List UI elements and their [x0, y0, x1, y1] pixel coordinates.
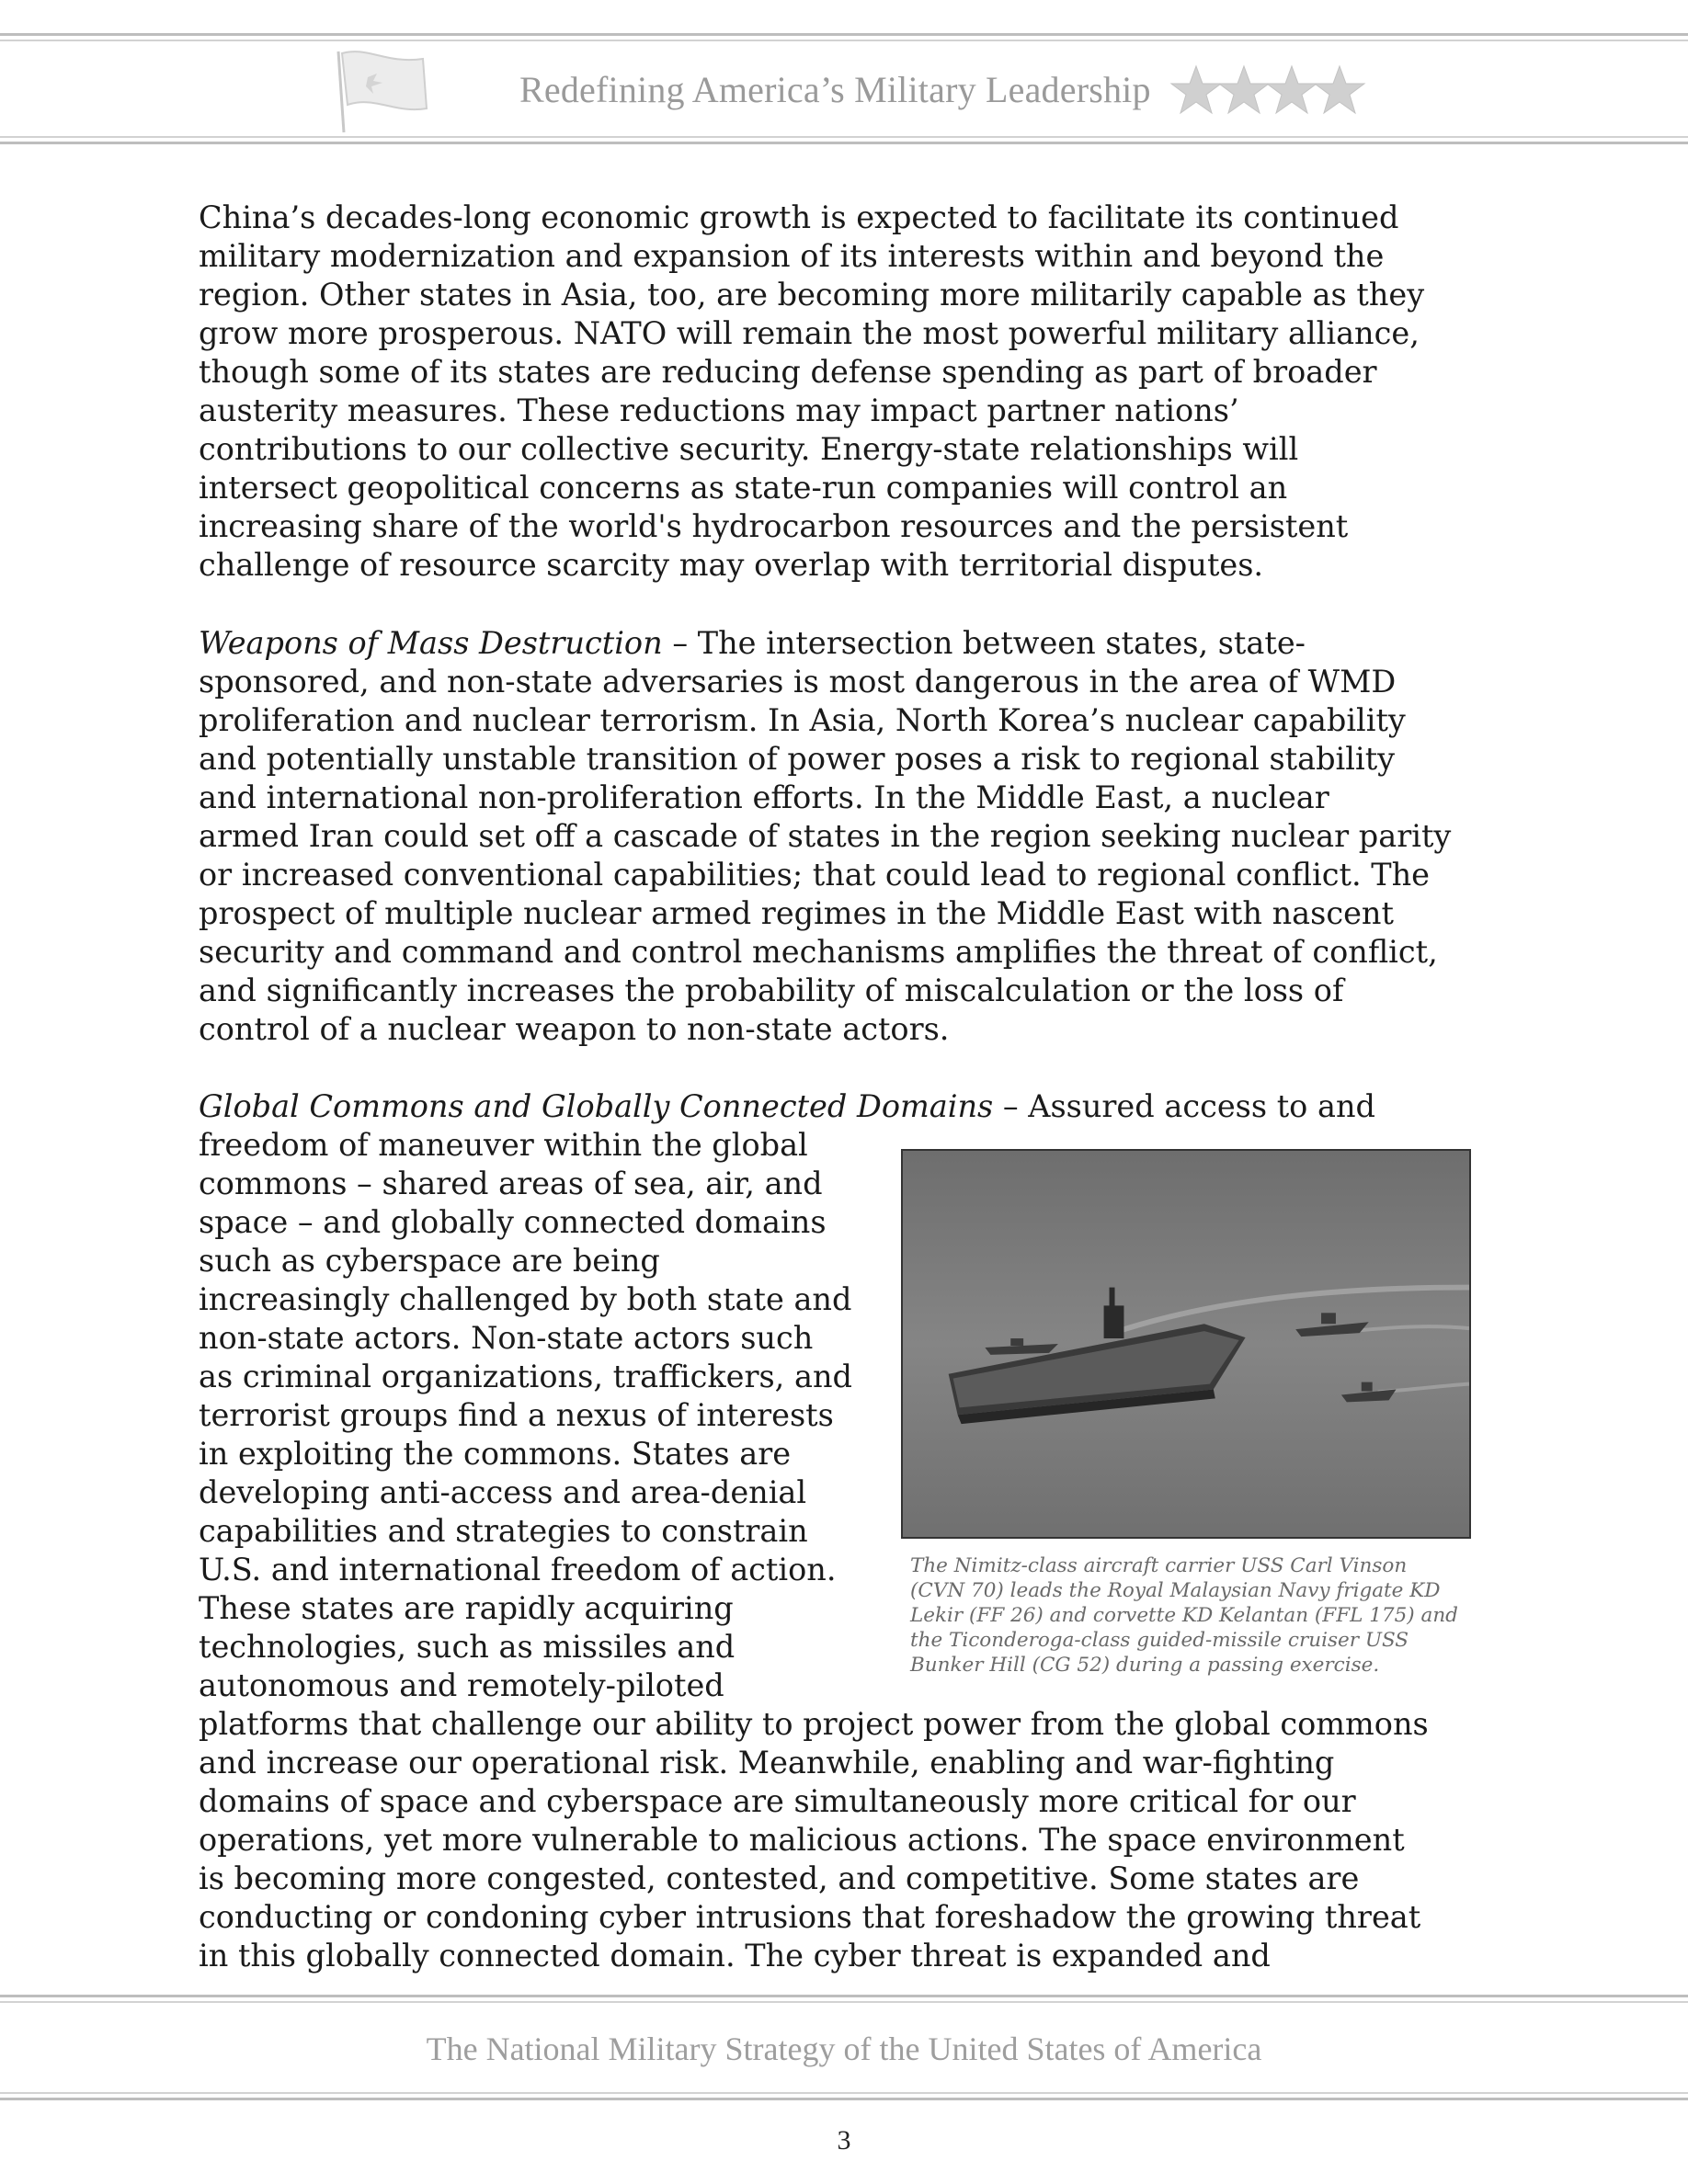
paragraph-first-line-rest: – Assured access to and	[993, 1088, 1375, 1124]
header-title: Redefining America’s Military Leadership	[519, 69, 1151, 110]
text-line: challenge of resource scarcity may overlap with territorial disputes.	[199, 547, 1264, 583]
text-line: domains of space and cyberspace are simultaneously more critical for our	[199, 1783, 1356, 1819]
text-line: though some of its states are reducing defense spending as part of broader	[199, 354, 1377, 390]
text-line: The Nimitz-class aircraft carrier USS Carl Vinson	[910, 1554, 1408, 1577]
text-line: These states are rapidly acquiring	[199, 1590, 734, 1626]
text-line: China’s decades-long economic growth is expected to facilitate its continued	[199, 199, 1399, 235]
text-line: developing anti-access and area-denial	[199, 1474, 807, 1510]
footer-rule-top	[0, 1995, 1688, 2007]
text-line: control of a nuclear weapon to non-state actors.	[199, 1011, 950, 1047]
paragraph-china	[199, 199, 1504, 585]
ship-photo	[901, 1149, 1471, 1539]
text-line: conducting or condoning cyber intrusions that foreshadow the growing threat	[199, 1899, 1421, 1935]
paragraph-first-line	[199, 624, 1504, 663]
text-line: austerity measures. These reductions may impact partner nations’	[199, 392, 1239, 428]
text-line: contributions to our collective security. Energy-state relationships will	[199, 431, 1299, 467]
text-line: prospect of multiple nuclear armed regimes in the Middle East with nascent	[199, 895, 1394, 931]
text-line: increasingly challenged by both state and	[199, 1281, 852, 1317]
text-line: operations, yet more vulnerable to malicious actions. The space environment	[199, 1822, 1405, 1858]
photo-caption	[910, 1553, 1489, 1678]
text-line: in exploiting the commons. States are	[199, 1436, 792, 1472]
text-line: capabilities and strategies to constrain	[199, 1513, 808, 1549]
header-rule-bottom	[0, 136, 1688, 148]
text-line: Lekir (FF 26) and corvette KD Kelantan (FFL 175) and	[910, 1604, 1458, 1627]
text-line: commons – shared areas of sea, air, and	[199, 1166, 823, 1201]
text-line: proliferation and nuclear terrorism. In Asia, North Korea’s nuclear capability	[199, 702, 1406, 738]
star-icon	[1265, 64, 1318, 116]
text-line: or increased conventional capabilities; that could lead to regional conflict. The	[199, 857, 1430, 893]
paragraph-wmd	[199, 624, 1504, 1049]
flag-emblem-icon	[331, 44, 432, 136]
footer-rule-bottom	[0, 2092, 1688, 2104]
section-heading-wmd: Weapons of Mass Destruction	[199, 625, 663, 661]
paragraph-first-line-rest: – The intersection between states, state-	[662, 625, 1306, 661]
text-line: technologies, such as missiles and	[199, 1629, 736, 1665]
text-line: and significantly increases the probability of miscalculation or the loss of	[199, 973, 1344, 1008]
text-line: non-state actors. Non-state actors such	[199, 1320, 814, 1356]
text-line: freedom of maneuver within the global	[199, 1127, 808, 1163]
text-line: intersect geopolitical concerns as state-run companies will control an	[199, 470, 1288, 506]
text-line: Bunker Hill (CG 52) during a passing exercise.	[910, 1654, 1380, 1677]
star-icon	[1313, 64, 1366, 116]
text-line: military modernization and expansion of its interests within and beyond the	[199, 238, 1385, 274]
header-rule-top	[0, 33, 1688, 45]
text-line: is becoming more congested, contested, and competitive. Some states are	[199, 1860, 1360, 1896]
page-number: 3	[837, 2125, 851, 2156]
text-line: U.S. and international freedom of action.	[199, 1552, 837, 1587]
text-line: and potentially unstable transition of power poses a risk to regional stability	[199, 741, 1396, 777]
text-line: the Ticonderoga-class guided-missile cruiser USS	[910, 1629, 1409, 1652]
text-line: as criminal organizations, traffickers, and	[199, 1359, 852, 1394]
text-line: sponsored, and non-state adversaries is most dangerous in the area of WMD	[199, 664, 1397, 700]
text-line: autonomous and remotely-piloted	[199, 1667, 724, 1703]
text-line: security and command and control mechanisms amplifies the threat of conflict,	[199, 934, 1438, 970]
text-line: and increase our operational risk. Meanwhile, enabling and war-fighting	[199, 1745, 1335, 1780]
star-icon	[1217, 64, 1271, 116]
section-heading-global-commons: Global Commons and Globally Connected Domains	[199, 1088, 994, 1124]
header-stars	[1169, 64, 1361, 119]
star-icon	[1169, 64, 1223, 116]
text-line: and international non-proliferation efforts. In the Middle East, a nuclear	[199, 779, 1329, 815]
text-line: terrorist groups find a nexus of interests	[199, 1397, 834, 1433]
text-line: such as cyberspace are being	[199, 1243, 660, 1279]
text-line: grow more prosperous. NATO will remain the most powerful military alliance,	[199, 315, 1420, 351]
text-line: platforms that challenge our ability to project power from the global commons	[199, 1706, 1429, 1742]
text-line: (CVN 70) leads the Royal Malaysian Navy frigate KD	[910, 1579, 1441, 1602]
text-line: space – and globally connected domains	[199, 1204, 827, 1240]
text-line: in this globally connected domain. The cyber threat is expanded and	[199, 1938, 1271, 1974]
footer-title: The National Military Strategy of the United States of America	[426, 2030, 1262, 2067]
text-line: region. Other states in Asia, too, are becoming more militarily capable as they	[199, 277, 1425, 313]
text-line: increasing share of the world's hydrocarbon resources and the persistent	[199, 508, 1349, 544]
paragraph-first-line	[199, 1087, 1504, 1126]
text-line: armed Iran could set off a cascade of states in the region seeking nuclear parity	[199, 818, 1452, 854]
